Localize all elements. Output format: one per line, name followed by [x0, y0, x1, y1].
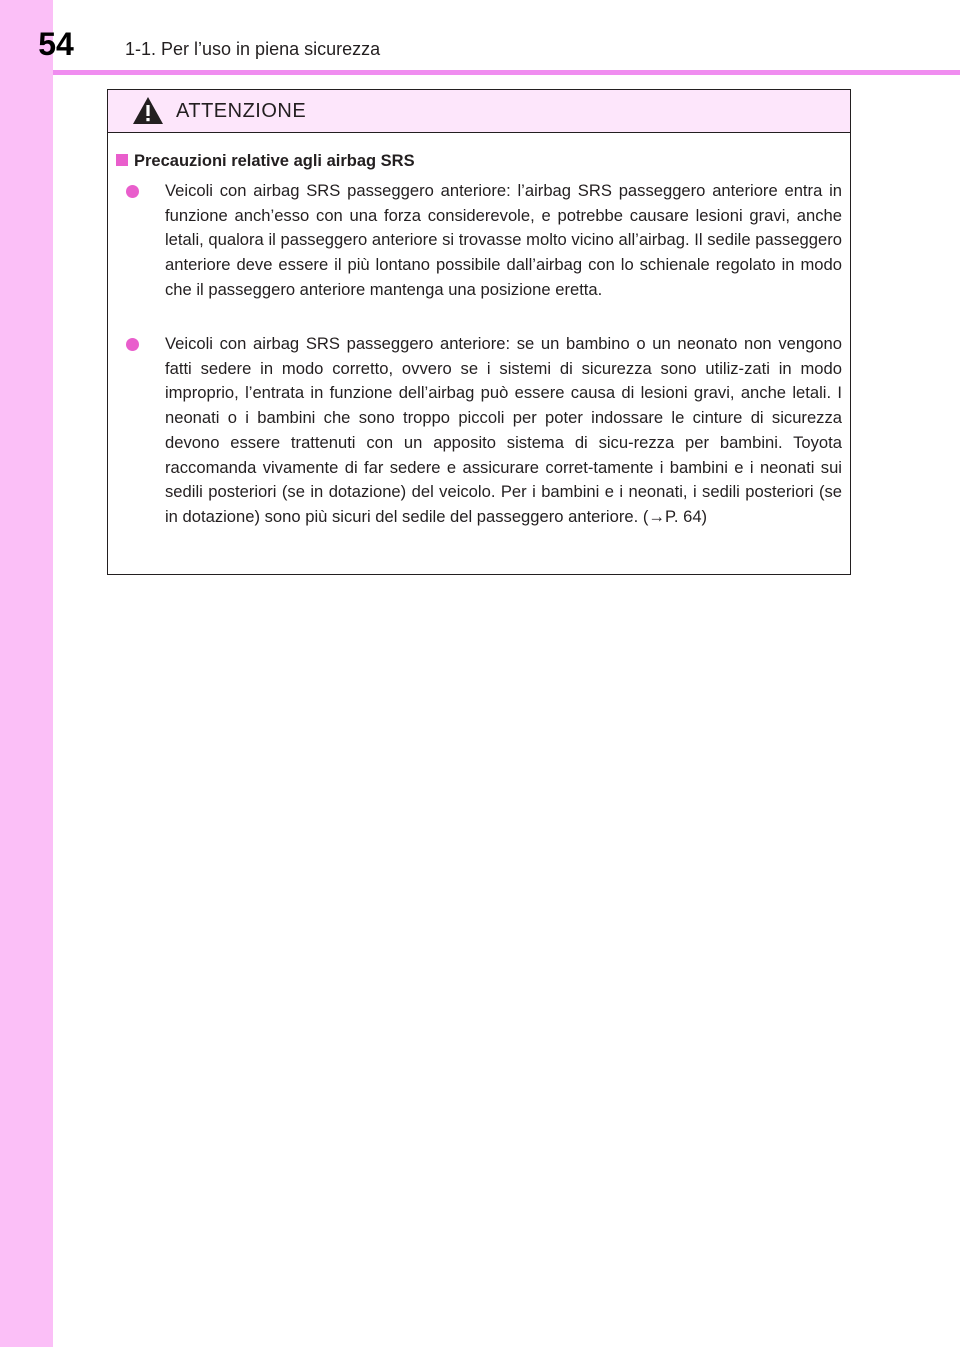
square-bullet-icon	[116, 154, 128, 166]
side-tab-strip	[0, 0, 53, 1347]
bullet-text: Veicoli con airbag SRS passeggero anteriore: se un bambino o un neonato non vengono fatti sedere in modo corretto, ovvero se i sistemi di sicurezza sono utiliz-zati in modo improprio, l’entrata in funzione dell’airbag può essere causa di lesioni gravi, anche letali. I neonati o i bambini che sono troppo piccoli per poter indossare le cinture di sicurezza devono essere trattenuti con un apposito sistema di sicu-rezza per bambini. Toyota raccomanda vivamente di far sedere e assicurare corret-tamente i bambini e i neonati sui sedili posteriori (se in dotazione) del veicolo. Per i bambini e i neonati, i sedili posteriori (se in dotazione) sono più sicuri del sedile del passeggero anteriore. (→P. 64)	[165, 334, 842, 526]
circle-bullet-icon	[126, 185, 139, 198]
list-item	[126, 179, 842, 303]
bullet-text: Veicoli con airbag SRS passeggero anteriore: l’airbag SRS passeggero anteriore entra in funzione anch’esso con una forza considerevole, e potrebbe causare lesioni gravi, anche letali, qualora il passeggero anteriore si trovasse molto vicino all’airbag. Il sedile passeggero anteriore deve essere il più lontano possibile dall’airbag con lo schienale regolato in modo che il passeggero anteriore mantenga una posizione eretta.	[165, 181, 842, 299]
list-item	[126, 332, 842, 530]
header-rule	[53, 70, 960, 75]
subheading-text: Precauzioni relative agli airbag SRS	[134, 152, 415, 170]
warning-triangle-icon	[132, 96, 164, 125]
subheading	[116, 149, 415, 173]
warning-box	[107, 89, 851, 575]
warning-title: ATTENZIONE	[176, 100, 307, 122]
page-number: 54	[38, 26, 74, 62]
circle-bullet-icon	[126, 338, 139, 351]
warning-header	[108, 90, 850, 133]
section-title: 1-1. Per l’uso in piena sicurezza	[125, 39, 381, 59]
